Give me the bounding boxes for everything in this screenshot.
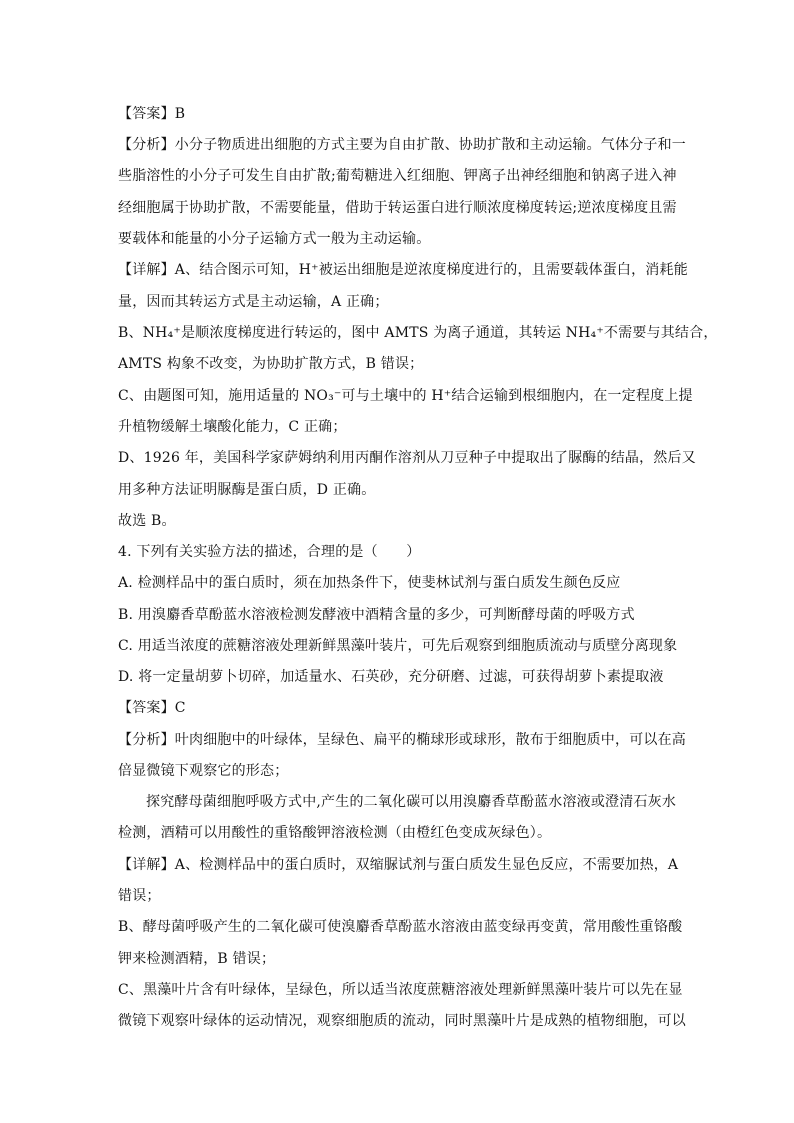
option-b: B. 用溴麝香草酚蓝水溶液检测发酵液中酒精含量的多少，可判断酵母菌的呼吸方式	[118, 607, 635, 623]
detail-line: 【详解】A、检测样品中的蛋白质时，双缩脲试剂与蛋白质发生显色反应，不需要加热，A	[118, 857, 679, 873]
text-line: 微镜下观察叶绿体的运动情况，观察细胞质的流动，同时黑藻叶片是成熟的植物细胞，可以	[118, 1013, 686, 1029]
analysis-line: 【分析】小分子物质进出细胞的方式主要为自由扩散、协助扩散和主动运输。气体分子和一	[118, 137, 686, 153]
text-line: 检测，酒精可以用酸性的重铬酸钾溶液检测（由橙红色变成灰绿色）。	[118, 825, 552, 841]
question-line: 4. 下列有关实验方法的描述，合理的是（ ）	[118, 544, 421, 560]
text-line: 故选 B。	[118, 513, 176, 529]
option-a: A. 检测样品中的蛋白质时，须在加热条件下，使斐林试剂与蛋白质发生颜色反应	[118, 575, 621, 591]
detail-line: 【详解】A、结合图示可知，H⁺被运出细胞是逆浓度梯度进行的，且需要载体蛋白，消耗能	[118, 262, 688, 278]
answer-line: 【答案】C	[118, 700, 186, 716]
text-line: 倍显微镜下观察它的形态；	[118, 763, 289, 779]
text-line: 探究酵母菌细胞呼吸方式中,产生的二氧化碳可以用溴麝香草酚蓝水溶液或澄清石灰水	[146, 794, 677, 810]
text-line: 量，因而其转运方式是主动运输，A 正确；	[118, 294, 389, 310]
text-line: 钾来检测酒精，B 错误；	[118, 951, 276, 967]
answer-line: 【答案】B	[118, 106, 186, 122]
option-d: D. 将一定量胡萝卜切碎，加适量水、石英砂，充分研磨、过滤，可获得胡萝卜素提取液	[118, 669, 664, 685]
text-line: 经细胞属于协助扩散，不需要能量，借助于转运蛋白进行顺浓度梯度转运;逆浓度梯度且需	[118, 200, 677, 216]
text-line: 要载体和能量的小分子运输方式一般为主动运输。	[118, 231, 431, 247]
text-line: C、由题图可知，施用适量的 NO₃⁻可与土壤中的 H⁺结合运输到根细胞内，在一定程度上提	[118, 388, 693, 404]
analysis-line: 【分析】叶肉细胞中的叶绿体，呈绿色、扁平的椭球形或球形，散布于细胞质中，可以在高	[118, 732, 686, 748]
text-line: AMTS 构象不改变，为协助扩散方式，B 错误；	[118, 356, 424, 372]
text-line: C、黑藻叶片含有叶绿体，呈绿色，所以适当浓度蔗糖溶液处理新鲜黑藻叶装片可以先在显	[118, 982, 683, 998]
text-line: 用多种方法证明脲酶是蛋白质，D 正确。	[118, 482, 376, 498]
text-line: 升植物缓解土壤酸化能力，C 正确；	[118, 419, 347, 435]
option-c: C. 用适当浓度的蔗糖溶液处理新鲜黑藻叶装片，可先后观察到细胞质流动与质壁分离现象	[118, 638, 678, 654]
text-line: B、NH₄⁺是顺浓度梯度进行转运的，图中 AMTS 为离子通道，其转运 NH₄⁺不需要与其结合，	[118, 325, 718, 341]
text-line: 错误；	[118, 888, 161, 904]
text-line: 些脂溶性的小分子可发生自由扩散;葡萄糖进入红细胞、钾离子出神经细胞和钠离子进入神	[118, 168, 677, 184]
text-line: B、酵母菌呼吸产生的二氧化碳可使溴麝香草酚蓝水溶液由蓝变绿再变黄，常用酸性重铬酸	[118, 919, 683, 935]
text-line: D、1926 年，美国科学家萨姆纳利用丙酮作溶剂从刀豆种子中提取出了脲酶的结晶，然后又	[118, 450, 696, 466]
